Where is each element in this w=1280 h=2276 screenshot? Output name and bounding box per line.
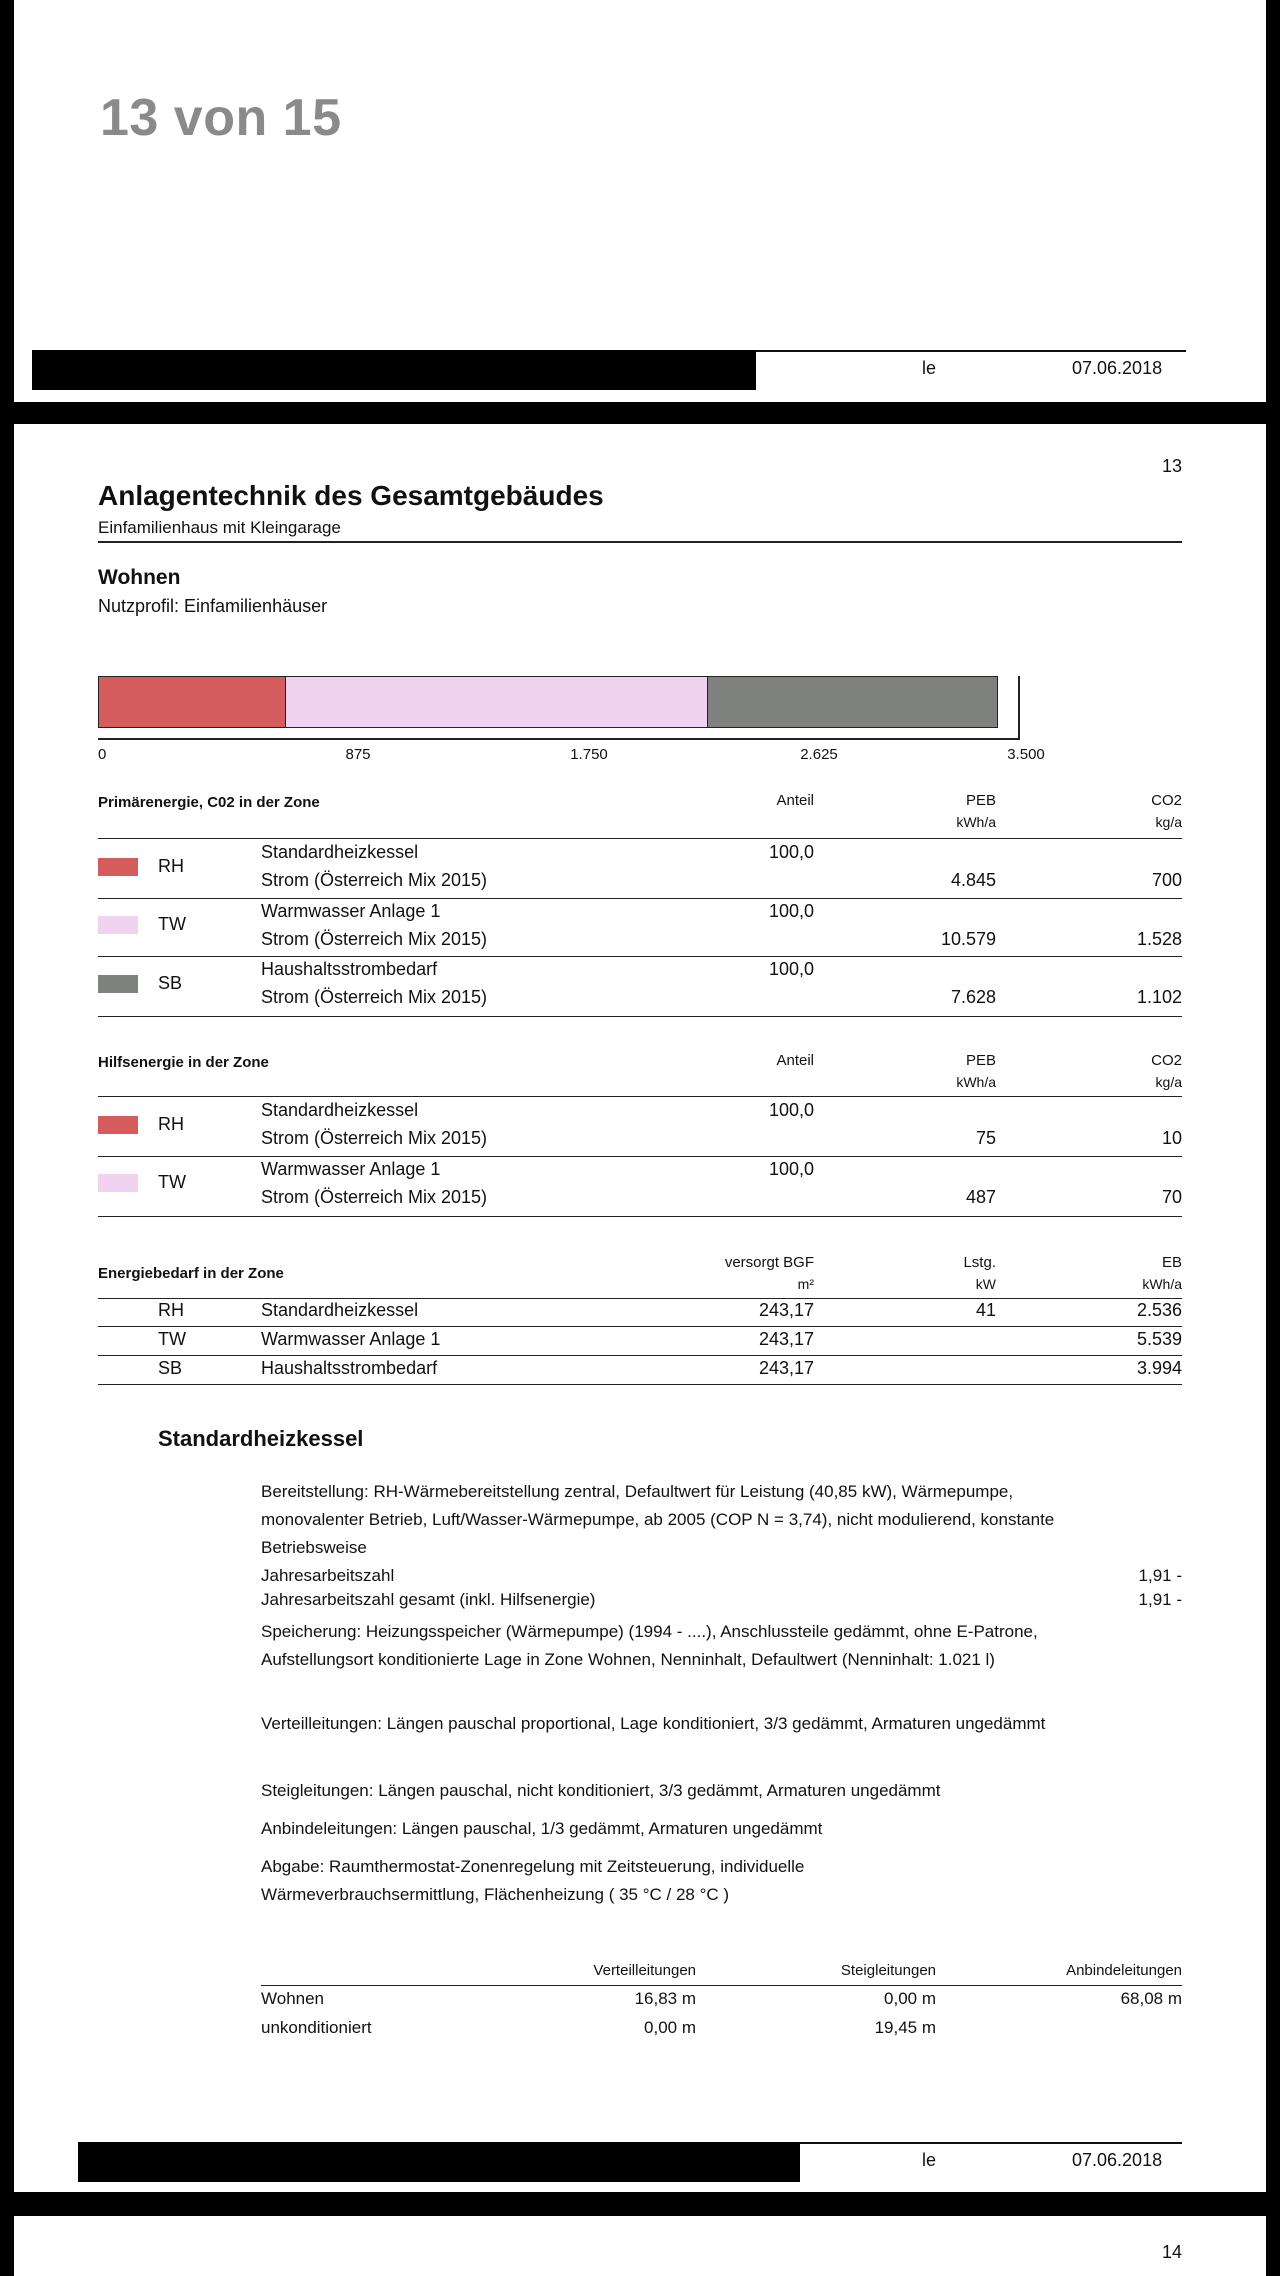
row-co2: 1.102 [1136,987,1182,1007]
bar-segment-sb [707,677,997,727]
row-anb: 68,08 m [1120,1989,1182,2008]
row-vert: 0,00 m [644,2018,696,2037]
footer-rule [794,2142,1182,2144]
footer-text: le [922,2150,937,2170]
row-label: unkonditioniert [261,2018,372,2037]
column-unit: kWh/a [956,814,996,830]
table-rule [98,898,1182,899]
row-code: TW [158,914,186,934]
table-rule [98,1298,1182,1299]
row-name: Standardheizkessel [261,842,419,862]
redaction-bar [78,2142,800,2182]
jaz-total-label: Jahresarbeitszahl gesamt (inkl. Hilfsenergie) [261,1590,596,1609]
swatch-rh [98,858,138,876]
page-subtitle: Einfamilienhaus mit Kleingarage [98,518,341,537]
table-rule [98,1096,1182,1097]
row-peb: 10.579 [940,929,996,949]
table-title: Energiebedarf in der Zone [98,1265,284,1282]
column-unit: kWh/a [1142,1276,1182,1292]
zone-title: Wohnen [98,566,181,589]
table-rule [98,1016,1182,1017]
row-name: Haushaltsstrombedarf [261,959,438,979]
footer-date: 07.06.2018 [1072,2150,1163,2170]
row-co2: 700 [1151,870,1182,890]
bar-segment-rh [99,677,285,727]
row-code: TW [158,1329,186,1349]
table-rule [98,1216,1182,1217]
swatch-tw [98,1174,138,1192]
row-source: Strom (Österreich Mix 2015) [261,987,488,1007]
previous-page [14,0,1266,402]
table-rule [98,956,1182,957]
redaction-bar [32,350,756,390]
title-rule [98,541,1182,543]
row-eb: 5.539 [1136,1329,1182,1349]
jaz-value: 1,91 - [1138,1566,1182,1585]
table-rule [98,1156,1182,1157]
table-title: Primärenergie, C02 in der Zone [98,794,320,811]
bereitstellung-text: Bereitstellung: RH-Wärmebereitstellung zentral, Defaultwert für Leistung (40,85 kW), Wärmepumpe, monovalenter Betrieb, Luft/Wasser-Wärmepumpe, ab 2005 (COP N = 3,74), nicht modulierend, konstante Betriebsweise [261,1482,1055,1557]
table-rule [98,1384,1182,1385]
row-source: Strom (Österreich Mix 2015) [261,1128,488,1148]
row-anteil: 100,0 [768,901,814,921]
row-name: Haushaltsstrombedarf [261,1358,438,1378]
page-number: 13 [1161,456,1182,476]
swatch-rh [98,1116,138,1134]
table-title: Hilfsenergie in der Zone [98,1054,269,1071]
bar-tick-label: 3.500 [1007,746,1045,763]
row-anteil: 100,0 [768,959,814,979]
abgabe-text: Abgabe: Raumthermostat-Zonenregelung mit Zeitsteuerung, individuelle Wärmeverbrauchsermittlung, Flächenheizung ( 35 °C / 28 °C ) [261,1857,805,1904]
verteilleitungen-text: Verteilleitungen: Längen pauschal proportional, Lage konditioniert, 3/3 gedämmt, Armaturen ungedämmt [261,1714,1046,1733]
row-source: Strom (Österreich Mix 2015) [261,929,488,949]
row-vert: 16,83 m [634,1989,696,2008]
row-code: SB [158,973,183,993]
row-name: Standardheizkessel [261,1300,419,1320]
jaz-total-value: 1,91 - [1138,1590,1182,1609]
table-rule [98,1326,1182,1327]
speicherung-text: Speicherung: Heizungsspeicher (Wärmepumpe) (1994 - ....), Anschlussteile gedämmt, ohne E-Patrone, Aufstellungsort konditionierte Lage in Zone Wohnen, Nenninhalt, Defaultwert (Nenninhalt: 1.021 l) [261,1622,1038,1669]
table-rule [98,1355,1182,1356]
column-unit: kg/a [1155,1074,1182,1090]
swatch-tw [98,916,138,934]
row-eb: 2.536 [1136,1300,1182,1320]
row-label: Wohnen [261,1989,325,2008]
row-source: Strom (Österreich Mix 2015) [261,870,488,890]
next-page [14,2216,1266,2276]
bar-axis [98,738,1020,740]
row-peb: 487 [965,1187,996,1207]
page-number: 14 [1161,2242,1182,2262]
row-name: Standardheizkessel [261,1100,419,1120]
row-peb: 7.628 [950,987,996,1007]
anbindeleitungen-text: Anbindeleitungen: Längen pauschal, 1/3 gedämmt, Armaturen ungedämmt [261,1819,823,1838]
row-source: Strom (Österreich Mix 2015) [261,1187,488,1207]
row-bgf: 243,17 [758,1329,814,1349]
column-unit: kW [975,1276,996,1292]
footer-rule [754,350,1186,352]
column-header: Anteil [776,1052,814,1069]
row-peb: 4.845 [950,870,996,890]
row-code: RH [158,1114,184,1134]
row-bgf: 243,17 [758,1358,814,1378]
bar-segment-tw [285,677,707,727]
energy-bar-chart [98,676,1098,766]
section-title: Standardheizkessel [158,1426,364,1451]
swatch-sb [98,975,138,993]
table-rule [261,1985,1182,1986]
column-header: Steigleitungen [840,1962,936,1979]
row-anteil: 100,0 [768,1100,814,1120]
column-header: PEB [965,1052,996,1069]
column-header: CO2 [1151,1052,1182,1069]
bar-tick-label: 2.625 [800,746,838,763]
footer-date: 07.06.2018 [1072,358,1163,378]
row-name: Warmwasser Anlage 1 [261,1159,441,1179]
bar-tick-label: 0 [98,746,107,763]
page-title: Anlagentechnik des Gesamtgebäudes [98,480,604,511]
row-code: SB [158,1358,183,1378]
row-name: Warmwasser Anlage 1 [261,901,441,921]
row-eb: 3.994 [1136,1358,1182,1378]
page-counter: 13 von 15 [100,89,342,147]
column-header: Lstg. [963,1254,996,1271]
column-header: PEB [965,792,996,809]
row-lstg: 41 [975,1300,996,1320]
row-code: RH [158,1300,184,1320]
row-name: Warmwasser Anlage 1 [261,1329,441,1349]
steigleitungen-text: Steigleitungen: Längen pauschal, nicht konditioniert, 3/3 gedämmt, Armaturen ungedämmt [261,1781,941,1800]
column-header: CO2 [1151,792,1182,809]
row-steig: 0,00 m [884,1989,936,2008]
zone-profile: Nutzprofil: Einfamilienhäuser [98,596,328,616]
row-steig: 19,45 m [874,2018,936,2037]
bar-tick-label: 875 [345,746,371,763]
jaz-label: Jahresarbeitszahl [261,1566,395,1585]
row-code: TW [158,1172,186,1192]
row-anteil: 100,0 [768,1159,814,1179]
bar-scale-end-mark [1018,676,1020,740]
bar-tick-label: 1.750 [570,746,608,763]
row-peb: 75 [975,1128,996,1148]
column-unit: kWh/a [956,1074,996,1090]
column-unit: m² [797,1276,814,1292]
column-header: versorgt BGF [724,1254,814,1271]
column-header: Anteil [776,792,814,809]
column-header: EB [1161,1254,1182,1271]
row-co2: 1.528 [1136,929,1182,949]
footer-text: le [922,358,937,378]
column-header: Anbindeleitungen [1066,1962,1182,1979]
table-rule [98,838,1182,839]
row-bgf: 243,17 [758,1300,814,1320]
column-unit: kg/a [1155,814,1182,830]
column-header: Verteilleitungen [593,1962,696,1979]
row-co2: 10 [1161,1128,1182,1148]
document-page [14,424,1266,2192]
row-anteil: 100,0 [768,842,814,862]
row-co2: 70 [1161,1187,1182,1207]
row-code: RH [158,856,184,876]
